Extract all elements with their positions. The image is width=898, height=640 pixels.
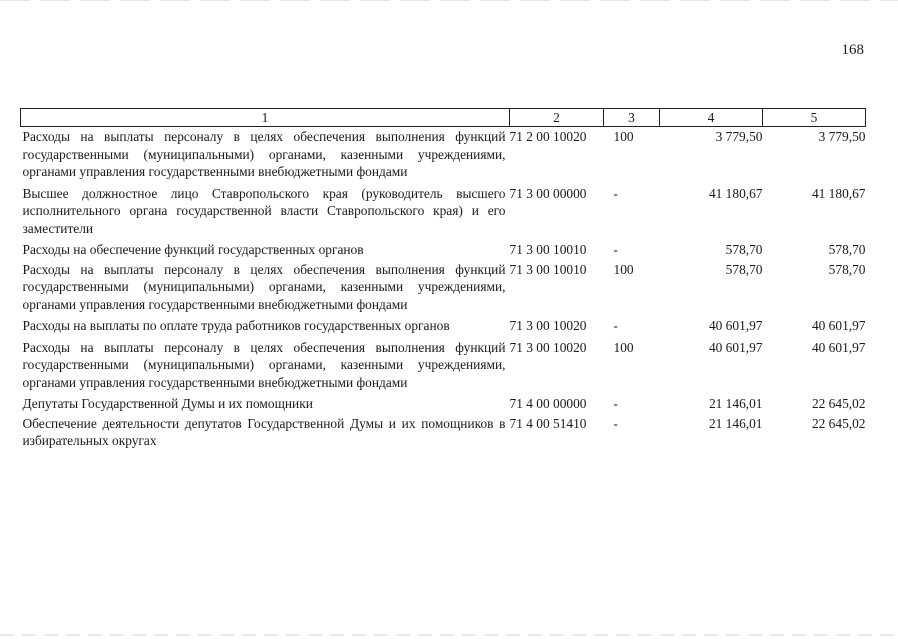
header-col-2: 2 [510,109,604,127]
table-row [21,182,866,239]
row-amount-2: 22 645,02 [811,415,866,431]
row-amount-1: 578,70 [725,242,763,257]
row-code: 71 4 00 51410 [509,415,587,431]
row-amount-2: 40 601,97 [811,318,866,333]
row-name: Расходы на выплаты персоналу в целях обеспечения выполнения функций государственными (муниципальными) органами, казенными учреждениями, органами управления государственными внебюджетными фондами [22,129,506,179]
row-amount-2: 3 779,50 [818,129,866,144]
row-code: 71 3 00 10010 [509,261,587,277]
row-expense-type: - [613,185,618,201]
row-expense-type: 100 [613,261,634,277]
row-name: Депутаты Государственной Думы и их помощники [22,396,313,411]
header-col-3: 3 [604,109,660,127]
table-row [21,414,866,451]
scan-edge-bottom [0,634,898,636]
table-row [21,336,866,393]
row-name: Расходы на обеспечение функций государственных органов [22,242,364,257]
row-amount-1: 40 601,97 [708,339,763,355]
row-name: Расходы на выплаты персоналу в целях обеспечения выполнения функций государственными (муниципальными) органами, казенными учреждениями, органами управления государственными внебюджетными фондами [22,339,506,390]
header-row [21,109,866,127]
header-col-1: 1 [21,109,510,127]
row-code: 71 3 00 10020 [509,318,587,333]
budget-table [20,108,866,451]
table-row [21,238,866,260]
table-row [21,314,866,336]
row-amount-2: 41 180,67 [811,185,866,201]
table-header [21,109,866,127]
row-expense-type: - [613,415,618,431]
row-name: Высшее должностное лицо Ставропольского края (руководитель высшего исполнительного органа государственной власти Ставропольского края) и его заместители [22,185,506,236]
row-code: 71 3 00 10020 [509,339,587,355]
row-amount-1: 3 779,50 [715,129,763,144]
row-amount-2: 40 601,97 [811,339,866,355]
table-row [21,127,866,182]
header-col-5: 5 [763,109,866,127]
table-body [21,127,866,451]
row-code: 71 3 00 10010 [509,242,587,257]
row-code: 71 4 00 00000 [509,396,587,411]
row-amount-1: 41 180,67 [708,185,763,201]
row-name: Обеспечение деятельности депутатов Государственной Думы и их помощников в избирательных округах [22,415,506,448]
row-amount-1: 21 146,01 [708,415,763,431]
row-name: Расходы на выплаты персоналу в целях обеспечения выполнения функций государственными (муниципальными) органами, казенными учреждениями, органами управления государственными внебюджетными фондами [22,261,506,312]
page-number: 168 [841,42,864,58]
row-code: 71 2 00 10020 [509,129,587,144]
row-expense-type: 100 [613,129,634,144]
row-name: Расходы на выплаты по оплате труда работников государственных органов [22,318,450,333]
row-expense-type: - [613,242,618,257]
row-expense-type: - [613,396,618,411]
table-row [21,260,866,315]
row-amount-1: 21 146,01 [708,396,763,411]
row-amount-1: 578,70 [725,261,763,277]
scan-edge-top [0,0,898,1]
row-expense-type: 100 [613,339,634,355]
row-amount-2: 578,70 [828,261,866,277]
row-amount-2: 22 645,02 [811,396,866,411]
row-expense-type: - [613,318,618,333]
table-row [21,392,866,414]
row-code: 71 3 00 00000 [509,185,587,201]
row-amount-1: 40 601,97 [708,318,763,333]
row-amount-2: 578,70 [828,242,866,257]
header-col-4: 4 [660,109,763,127]
